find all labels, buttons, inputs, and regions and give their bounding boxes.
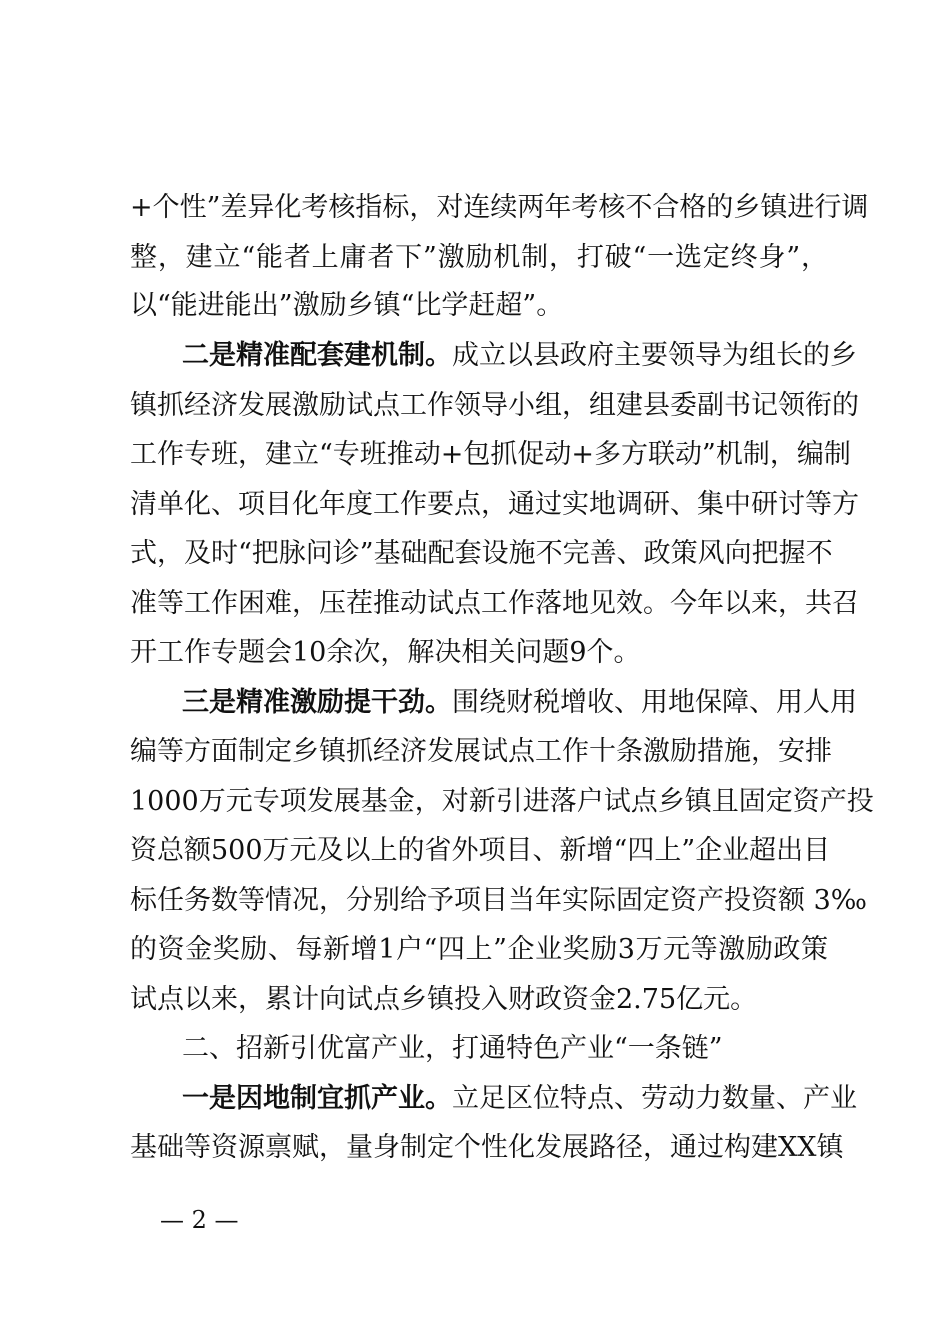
paragraph-lead: 一是因地制宜抓产业。 — [182, 1083, 452, 1114]
paragraph-lead-rest: 立足区位特点、劳动力数量、产业 — [452, 1083, 857, 1114]
text-line: 编等方面制定乡镇抓经济发展试点工作十条激励措施，安排 — [130, 736, 832, 767]
text-line: 清单化、项目化年度工作要点，通过实地调研、集中研讨等方 — [130, 489, 859, 520]
section-heading: 二、招新引优富产业，打通特色产业“一条链” — [182, 1033, 723, 1064]
text-line: 准等工作困难，压茬推动试点工作落地见效。今年以来，共召 — [130, 588, 859, 619]
text-line: 标任务数等情况，分别给予项目当年实际固定资产投资额 3‰ — [130, 885, 867, 916]
text-line: 以“能进能出”激励乡镇“比学赶超”。 — [130, 290, 564, 321]
text-line: 资总额500万元及以上的省外项目、新增“四上”企业超出目 — [130, 835, 831, 866]
text-line: +个性”差异化考核指标，对连续两年考核不合格的乡镇进行调 — [130, 192, 869, 223]
text-line: 工作专班，建立“专班推动+包抓促动+多方联动”机制，编制 — [130, 439, 851, 470]
text-line: 1000万元专项发展基金，对新引进落户试点乡镇且固定资产投 — [130, 786, 874, 817]
text-line: 试点以来，累计向试点乡镇投入财政资金2.75亿元。 — [130, 984, 758, 1015]
text-line: 的资金奖励、每新增1户“四上”企业奖励3万元等激励政策 — [130, 934, 828, 965]
text-line: 式，及时“把脉问诊”基础配套设施不完善、政策风向把握不 — [130, 538, 833, 569]
paragraph-lead: 三是精准激励提干劲。 — [182, 687, 452, 718]
paragraph-lead: 二是精准配套建机制。 — [182, 340, 452, 371]
text-line: 整，建立“能者上庸者下”激励机制，打破“一选定终身”， — [130, 242, 828, 273]
paragraph-first-line — [182, 685, 857, 721]
text-line: 基础等资源禀赋，量身制定个性化发展路径，通过构建XX镇 — [130, 1132, 844, 1163]
text-line: 镇抓经济发展激励试点工作领导小组，组建县委副书记领衔的 — [130, 390, 859, 421]
paragraph-first-line — [182, 1081, 857, 1117]
paragraph-lead-rest: 成立以县政府主要领导为组长的乡 — [452, 340, 857, 371]
text-line: 开工作专题会10余次，解决相关问题9个。 — [130, 637, 641, 668]
paragraph-lead-rest: 围绕财税增收、用地保障、用人用 — [452, 687, 857, 718]
paragraph-first-line — [182, 338, 857, 374]
page-number: — 2 — — [160, 1206, 239, 1234]
